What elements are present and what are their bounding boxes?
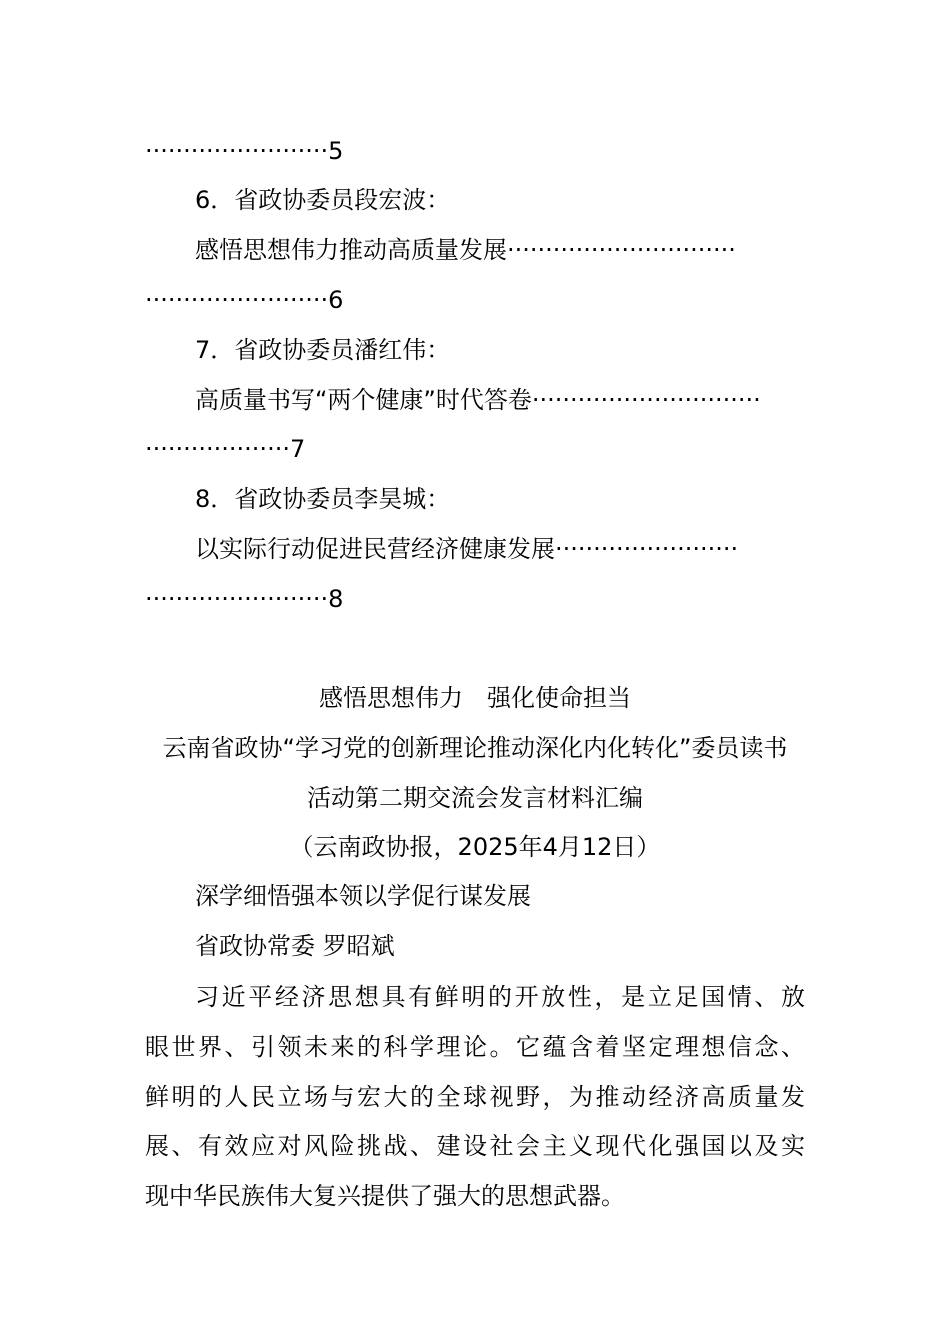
- article-paragraph-line: 展、有效应对风险挑战、建设社会主义现代化强国以及实: [145, 1132, 805, 1160]
- toc-item-7-heading: 7．省政协委员潘红伟：: [195, 336, 451, 364]
- compilation-source: （云南政协报，2025年4月12日）: [289, 833, 661, 861]
- toc-item-6-title: 感悟思想伟力推动高质量发展: [195, 236, 507, 264]
- article-author: 省政协常委 罗昭斌: [195, 932, 395, 960]
- article-paragraph-line: 习近平经济思想具有鲜明的开放性，是立足国情、放: [195, 983, 805, 1011]
- toc-item-8-page-line: ························8: [145, 585, 344, 613]
- toc-item-6-title-line: [195, 235, 805, 265]
- toc-item-7-leader-dots: ······························: [531, 386, 761, 414]
- toc-item-8-title-line: [195, 534, 805, 564]
- article-paragraph-line: 现中华民族伟大复兴提供了强大的思想武器。: [145, 1182, 625, 1210]
- toc-item-7-title-line: [195, 385, 805, 415]
- article-title: 深学细悟强本领以学促行谋发展: [195, 882, 531, 910]
- article-paragraph-line: 眼世界、引领未来的科学理论。它蕴含着坚定理想信念、: [145, 1033, 805, 1061]
- toc-item-7-title: 高质量书写“两个健康”时代答卷: [195, 386, 532, 414]
- toc-item-6-page-line: ························6: [145, 286, 344, 314]
- toc-item-8-heading: 8．省政协委员李昊城：: [195, 485, 451, 513]
- toc-item-8-title: 以实际行动促进民营经济健康发展: [195, 535, 555, 563]
- compilation-title-line2: 云南省政协“学习党的创新理论推动深化内化转化”委员读书: [162, 734, 788, 762]
- toc-item-8-leader-dots: ························: [555, 535, 739, 563]
- toc-item-5-page-line: ························5: [145, 137, 344, 165]
- article-paragraph-line: 鲜明的人民立场与宏大的全球视野，为推动经济高质量发: [145, 1083, 805, 1111]
- toc-item-6-heading: 6．省政协委员段宏波：: [195, 186, 451, 214]
- toc-item-6-leader-dots: ······························: [507, 236, 736, 264]
- toc-item-7-page-line: ···················7: [145, 435, 306, 463]
- compilation-title-line1: 感悟思想伟力 强化使命担当: [319, 684, 631, 712]
- compilation-title-line3: 活动第二期交流会发言材料汇编: [307, 784, 643, 812]
